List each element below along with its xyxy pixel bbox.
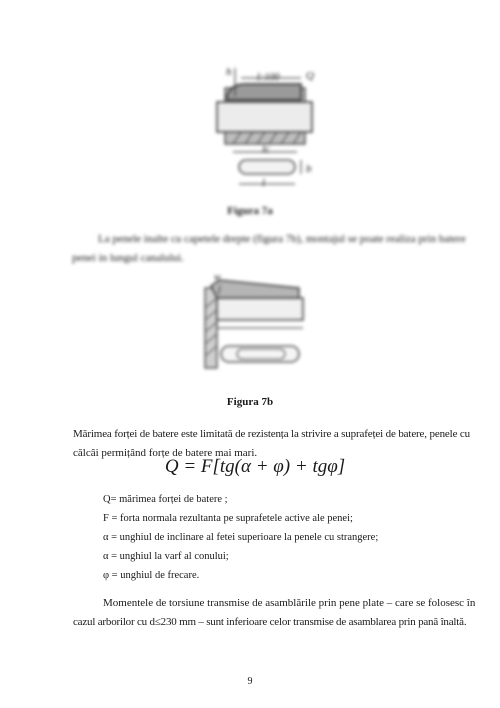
figure-7b-caption: Figura 7b bbox=[226, 396, 274, 408]
blurred-paragraph bbox=[72, 230, 466, 268]
figure-7b-drawing bbox=[195, 268, 310, 378]
definition-phi: φ = unghiul de frecare. bbox=[103, 570, 200, 581]
paragraph2-line1: Momentele de torsiune transmise de asamblările prin pene plate – care se folosesc în bbox=[103, 597, 476, 609]
formula: Q = F[tg(α + φ) + tgφ] bbox=[164, 456, 346, 477]
blurred-paragraph-line1: La penele inalte cu capetele drepte (figura 7b), montajul se poate realiza prin batere bbox=[98, 233, 466, 245]
definition-q: Q= mărimea forței de batere ; bbox=[103, 494, 228, 505]
fig7a-label-b: b bbox=[306, 163, 312, 175]
paragraph2-line2: cazul arborilor cu d≤230 mm – sunt inferioare celor transmise de asamblarea prin pană înaltă. bbox=[73, 616, 467, 628]
blurred-paragraph-line2: penei in lungul canalului. bbox=[72, 252, 184, 264]
fig7a-label-h: h bbox=[226, 66, 232, 78]
paragraph-torsion-moments bbox=[73, 594, 476, 632]
paragraph1-line2: călcâi permițând forțe de batere mai mari. bbox=[73, 447, 258, 459]
definition-f: F = forta normala rezultanta pe suprafetele active ale penei; bbox=[103, 513, 353, 524]
fig7a-label-q: Q bbox=[306, 70, 314, 82]
fig7a-label-ratio: 1:100 bbox=[256, 72, 280, 83]
definition-alpha-inclinare: α = unghiul de inclinare al fetei superioare la penele cu strangere; bbox=[103, 532, 379, 543]
fig7b-label-w: w bbox=[214, 272, 221, 283]
definitions-list bbox=[103, 490, 423, 585]
paragraph1-line1: Mărimea forței de batere este limitată de rezistența la strivire a suprafeței de batere, penele cu bbox=[73, 428, 470, 440]
page-number: 9 bbox=[247, 676, 253, 687]
fig7a-label-lc: lc bbox=[262, 143, 270, 155]
definition-alpha-varf: α = unghiul la varf al conului; bbox=[103, 551, 229, 562]
fig7b-label-j: j bbox=[218, 284, 221, 295]
figure-7a-caption: Figura 7a bbox=[227, 205, 273, 217]
fig7a-label-l: l bbox=[262, 177, 266, 189]
